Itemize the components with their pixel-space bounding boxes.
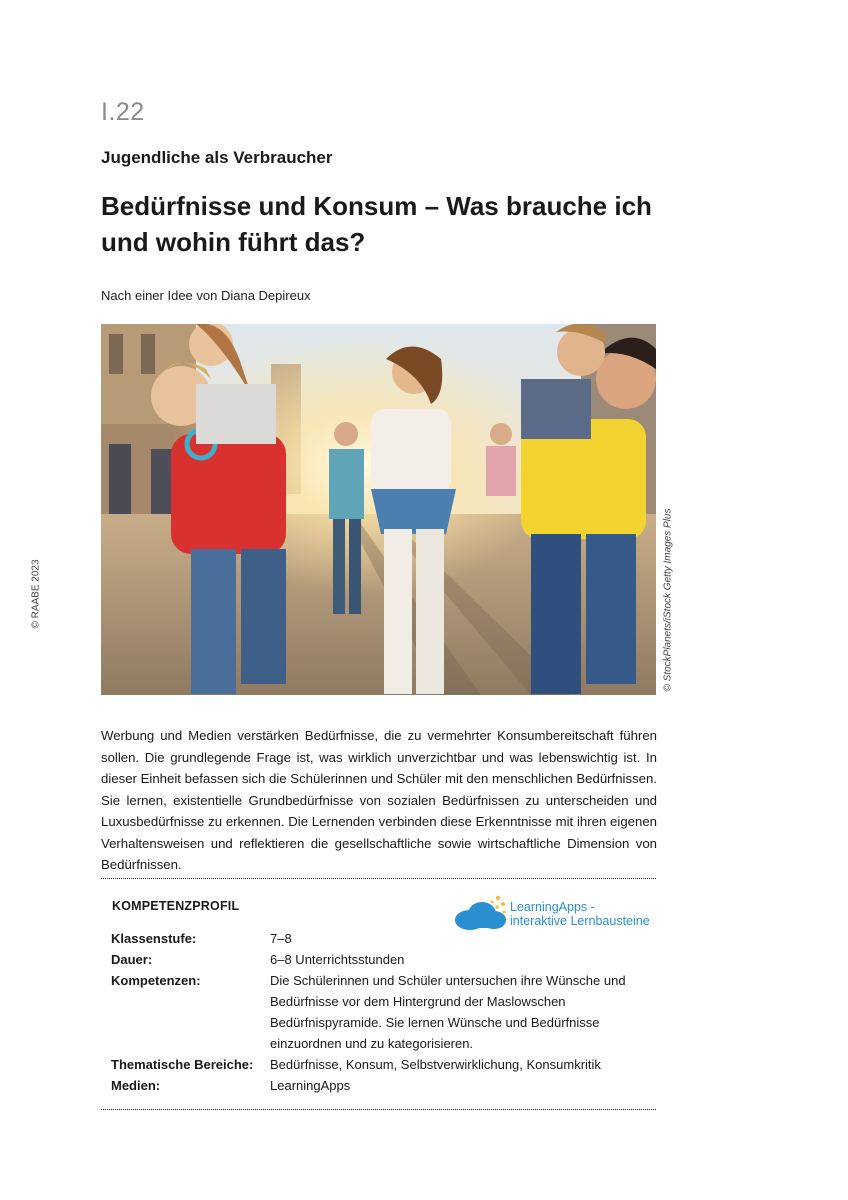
profile-row-grade [111, 928, 656, 949]
author-line: Nach einer Idee von Diana Depireux [101, 288, 311, 303]
profile-value: LearningApps [270, 1078, 351, 1093]
divider-bottom [101, 1109, 656, 1110]
profile-label: Medien: [111, 1078, 161, 1093]
logo-line-1: LearningApps - [510, 900, 595, 914]
side-copyright: © RAABE 2023 [30, 559, 42, 629]
profile-label: Thematische Bereiche: [111, 1057, 254, 1072]
profile-label: Dauer: [111, 952, 153, 967]
divider-top [101, 878, 656, 879]
hero-photo [101, 324, 656, 695]
profile-row-topics [111, 1054, 656, 1075]
hero-photo-illustration [101, 324, 656, 695]
profile-value: Bedürfnisse, Konsum, Selbstverwirklichung, Konsumkritik [270, 1057, 601, 1072]
profile-row-competences [111, 970, 656, 1054]
competence-profile-table [111, 928, 656, 1096]
chapter-number: I.22 [101, 98, 145, 126]
photo-credit: © StockPlanets/iStock Getty Images Plus [662, 508, 674, 692]
profile-value: 6–8 Unterrichtsstunden [270, 952, 405, 967]
unit-subtitle: Jugendliche als Verbraucher [101, 148, 333, 167]
profile-value: Die Schülerinnen und Schüler untersuchen ihre Wünsche und Bedürfnisse vor dem Hintergrund der Maslowschen Bedürfnispyramide. Sie lernen Wünsche und Bedürfnisse einzuordnen und zu kategorisieren. [270, 973, 626, 1051]
learningapps-logo-text [510, 900, 650, 928]
logo-line-2: interaktive Lernbausteine [510, 914, 650, 928]
competence-profile-heading: KOMPETENZPROFIL [112, 899, 240, 913]
profile-row-duration [111, 949, 656, 970]
profile-label: Kompetenzen: [111, 973, 201, 988]
profile-row-media [111, 1075, 656, 1096]
intro-paragraph: Werbung und Medien verstärken Bedürfnisse, die zu vermehrter Konsumbereitschaft führen sollen. Die grundlegende Frage ist, was wirklich unverzichtbar und was lebenswichtig ist. In dieser Einheit befassen sich die Schülerinnen und Schüler mit den menschlichen Bedürfnissen. Sie lernen, existentielle Grundbedürfnisse von sozialen Bedürfnissen zu unterscheiden und Luxusbedürfnisse zu erkennen. Die Lernenden verbinden diese Erkenntnisse mit ihren eigenen Verhaltensweisen und reflektieren die gesellschaftliche sowie wirtschaftliche Dimension von Bedürfnissen. [101, 728, 657, 872]
profile-label: Klassenstufe: [111, 931, 197, 946]
page-title: Bedürfnisse und Konsum – Was brauche ich und wohin führt das? [101, 191, 652, 257]
profile-value: 7–8 [270, 931, 292, 946]
